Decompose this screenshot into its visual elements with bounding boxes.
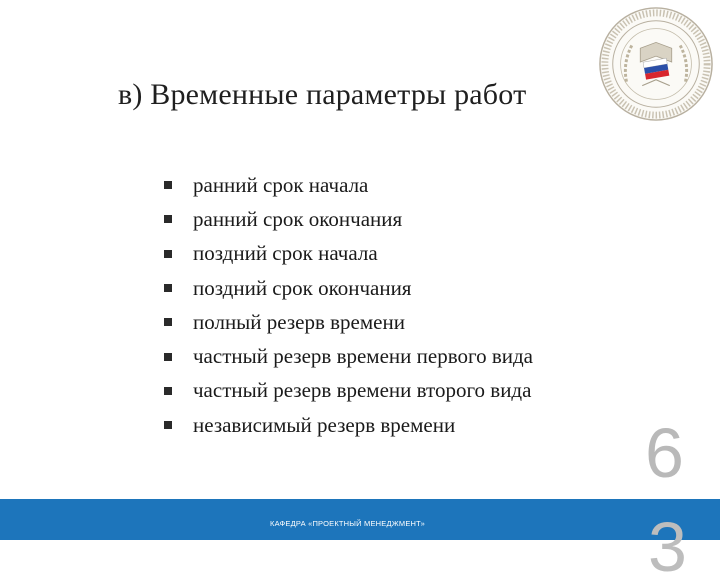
bullet-icon [164,181,172,189]
list-item [162,237,533,271]
bullet-icon [164,318,172,326]
bullet-text: ранний срок окончания [193,206,403,231]
list-item [162,374,533,408]
slide-title: в) Временные параметры работ [118,78,527,111]
bullet-text: поздний срок начала [193,241,378,266]
list-item [162,408,533,442]
list-item [162,271,533,305]
list-item [162,168,533,202]
bullet-icon [164,215,172,223]
list-item [162,305,533,339]
bullet-text: частный резерв времени первого вида [193,344,533,369]
list-item [162,202,533,236]
bullet-list [162,168,533,442]
bullet-text: независимый резерв времени [193,412,456,437]
bullet-text: поздний срок окончания [193,275,412,300]
university-seal-icon [597,5,715,123]
page-number-overflow: 3 [648,508,687,586]
bullet-icon [164,353,172,361]
bullet-text: ранний срок начала [193,172,369,197]
page-number: 6 [645,414,684,492]
bullet-icon [164,421,172,429]
bullet-icon [164,387,172,395]
bullet-icon [164,284,172,292]
footer-text: КАФЕДРА «ПРОЕКТНЫЙ МЕНЕДЖМЕНТ» [270,519,425,528]
list-item [162,339,533,373]
bullet-icon [164,250,172,258]
bullet-text: полный резерв времени [193,309,405,334]
bullet-text: частный резерв времени второго вида [193,378,532,403]
